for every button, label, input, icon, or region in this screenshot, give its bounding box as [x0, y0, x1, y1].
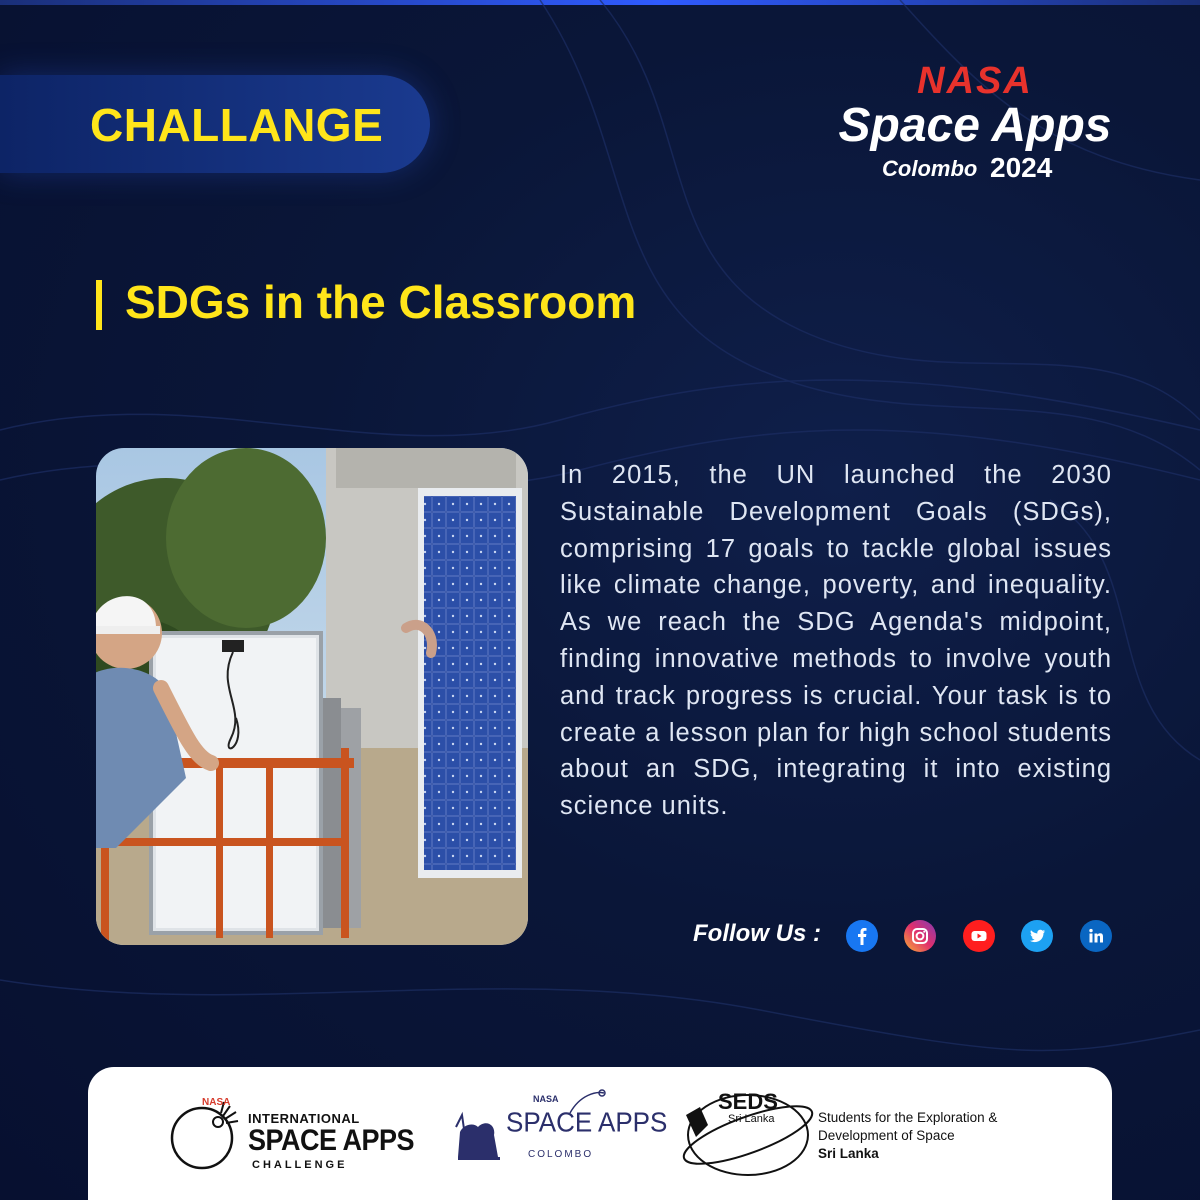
follow-us-label: Follow Us : — [693, 920, 821, 947]
brand-city: Colombo — [882, 156, 978, 181]
linkedin-icon[interactable] — [1080, 920, 1112, 952]
logo3-seds: SEDS — [718, 1089, 778, 1114]
brand-year: 2024 — [990, 152, 1053, 183]
challenge-description: In 2015, the UN launched the 2030 Sustainable Development Goals (SDGs), comprising 17 goals to tackle global issues like climate change, poverty, and inequality. As we reach the SDG Agenda's midpoint, finding innovative methods to involve youth and track progress is crucial. Your task is to create a lesson plan for high school students about an SDG, integrating it into existing science units. — [560, 461, 1112, 821]
nasa-space-apps-brand — [830, 60, 1120, 190]
sri-lanka-lion-icon — [448, 1107, 508, 1167]
solar-panel-photo — [96, 448, 528, 945]
logo1-nasa: NASA — [202, 1097, 231, 1108]
partner-logos-footer — [88, 1067, 1112, 1200]
logo3-line3: Sri Lanka — [818, 1146, 879, 1161]
brand-name: Space Apps — [838, 99, 1112, 152]
top-accent-line — [0, 0, 1200, 5]
logo2-space-apps: SPACE APPS — [506, 1106, 668, 1138]
nasa-wordmark: NASA — [917, 60, 1033, 102]
youtube-icon[interactable] — [963, 920, 995, 952]
challenge-tag: CHALLANGE — [90, 99, 384, 151]
logo1-space-apps: SPACE APPS — [248, 1123, 415, 1157]
instagram-icon[interactable] — [904, 920, 936, 952]
logo2-colombo: COLOMBO — [528, 1149, 594, 1160]
logo1-challenge: CHALLENGE — [252, 1159, 348, 1171]
logo3-sri-lanka: Sri Lanka — [728, 1113, 775, 1125]
logo3-line2: Development of Space — [818, 1128, 955, 1143]
logo1-international: INTERNATIONAL — [248, 1111, 360, 1126]
title-accent-bar — [96, 280, 102, 330]
twitter-icon[interactable] — [1021, 920, 1053, 952]
logo2-nasa: NASA — [533, 1094, 559, 1104]
logo3-line1: Students for the Exploration & — [818, 1110, 998, 1125]
facebook-icon[interactable] — [846, 920, 878, 952]
challenge-title: SDGs in the Classroom — [125, 276, 637, 328]
